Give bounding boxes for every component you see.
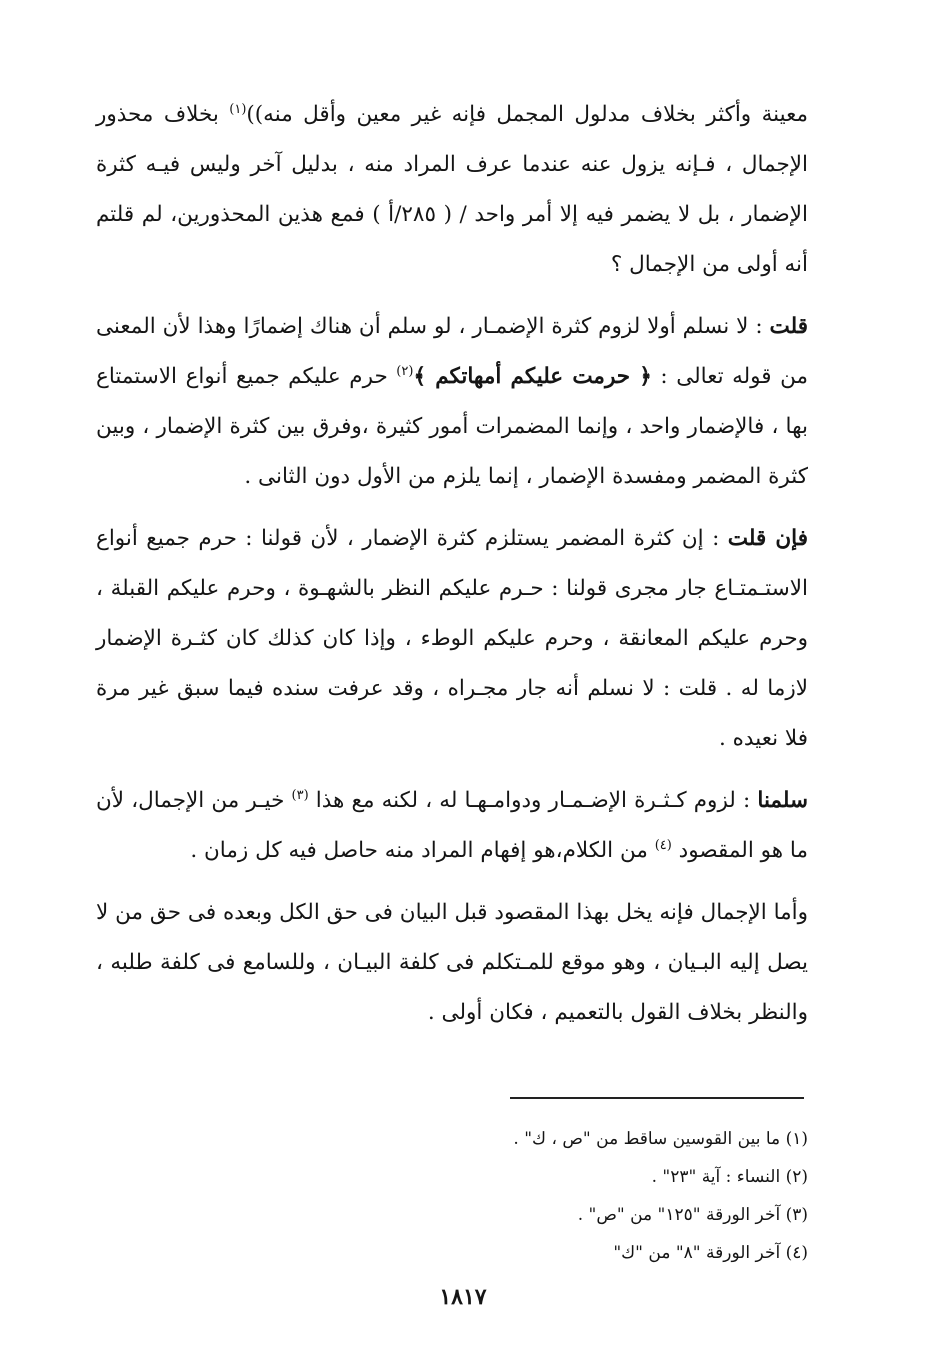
paragraph-2-text-before: : لا نسلم أولا لزوم كثرة الإضمـار ، لو سلم أن هناك إضمارًا وهذا لأن المعنى من قوله تعالى : — [96, 314, 808, 389]
paragraph-3-text: : إن كثرة المضمر يستلزم كثرة الإضمار ، لأن قولنا : حرم جميع أنواع الاستـمتـاع جار مجرى قولنا : حـرم عليكم النظر بالشهـوة ، وحرم عليكم القبلة ، وحرم عليكم المعانقة ، وحرم عليكم الوطء ، وإذا كان كذلك كان كثـرة الإضمار لازما له . قلت : لا نسلم أنه جار مجـراه ، وقد عرفت سنده فيما سبق غير مرة فلا نعيده . — [96, 526, 808, 751]
paragraph-3-lead: فإن قلت — [727, 526, 809, 551]
paragraph-4-lead: سلمنا — [757, 788, 808, 813]
footnote-ref-4: (٤) — [654, 837, 672, 853]
footnote-ref-3: (٣) — [291, 787, 309, 803]
paragraph-4-text-before: : لزوم كـثـرة الإضـمـار ودوامـهـا له ، لكنه مع هذا — [308, 788, 758, 813]
paragraph-3 — [96, 514, 808, 764]
footnote-2: (٢) النساء : آية "٢٣" . — [651, 1167, 808, 1187]
page-number: ١٨١٧ — [439, 1284, 487, 1310]
footnote-divider — [510, 1097, 804, 1099]
page-body — [96, 90, 808, 1050]
footnote-1: (١) ما بين القوسين ساقط من "ص ، ك" . — [513, 1129, 808, 1149]
paragraph-5-text: وأما الإجمال فإنه يخل بهذا المقصود قبل البيان فى حق الكل وبعده فى حق من لا يصل إليه البـيان ، وهو موقع للمـتكلم فى كلفة البيـان ، وللسامع فى كلفة طلبه ، والنظر بخلاف القول بالتعميم ، فكان أولى . — [96, 900, 808, 1025]
paragraph-1-text-before: معينة وأكثر بخلاف مدلول المجمل فإنه غير معين وأقل منه)) — [246, 102, 809, 127]
paragraph-1 — [96, 90, 808, 290]
footnotes — [96, 1120, 808, 1272]
paragraph-2 — [96, 302, 808, 502]
paragraph-2-lead: قلت — [769, 314, 808, 339]
paragraph-4-text-mid: خيـر من الإجمال، لأن ما هو المقصود — [96, 788, 808, 863]
paragraph-1-text-after: بخلاف محذور الإجمال ، فـإنه يزول عنه عندما عرف المراد منه ، بدليل آخر وليس فيـه كثرة الإضمار ، بل لا يضمر فيه إلا أمر واحد / ( ٢٨٥/أ ) فمع هذين المحذورين، لم قلتم أنه أولى من الإجمال ؟ — [96, 102, 808, 277]
paragraph-5 — [96, 888, 808, 1038]
footnote-ref-1: (١) — [229, 101, 247, 117]
quran-verse: ﴿ حرمت عليكم أمهاتكم ﴾ — [413, 364, 652, 389]
footnote-ref-2: (٢) — [396, 363, 414, 379]
paragraph-2-text-after: حرم عليكم جميع أنواع الاستمتاع بها ، فالإضمار واحد ، وإنما المضمرات أمور كثيرة ،وفرق بين كثرة الإضمار ، وبين كثرة المضمر ومفسدة الإضمار ، إنما يلزم من الأول دون الثانى . — [96, 364, 808, 489]
paragraph-4 — [96, 776, 808, 876]
footnote-3: (٣) آخر الورقة "١٢٥" من "ص" . — [577, 1205, 808, 1225]
paragraph-4-text-after: من الكلام،هو إفهام المراد منه حاصل فيه كل زمان . — [190, 838, 655, 863]
footnote-4: (٤) آخر الورقة "٨" من "ك" — [613, 1243, 808, 1263]
